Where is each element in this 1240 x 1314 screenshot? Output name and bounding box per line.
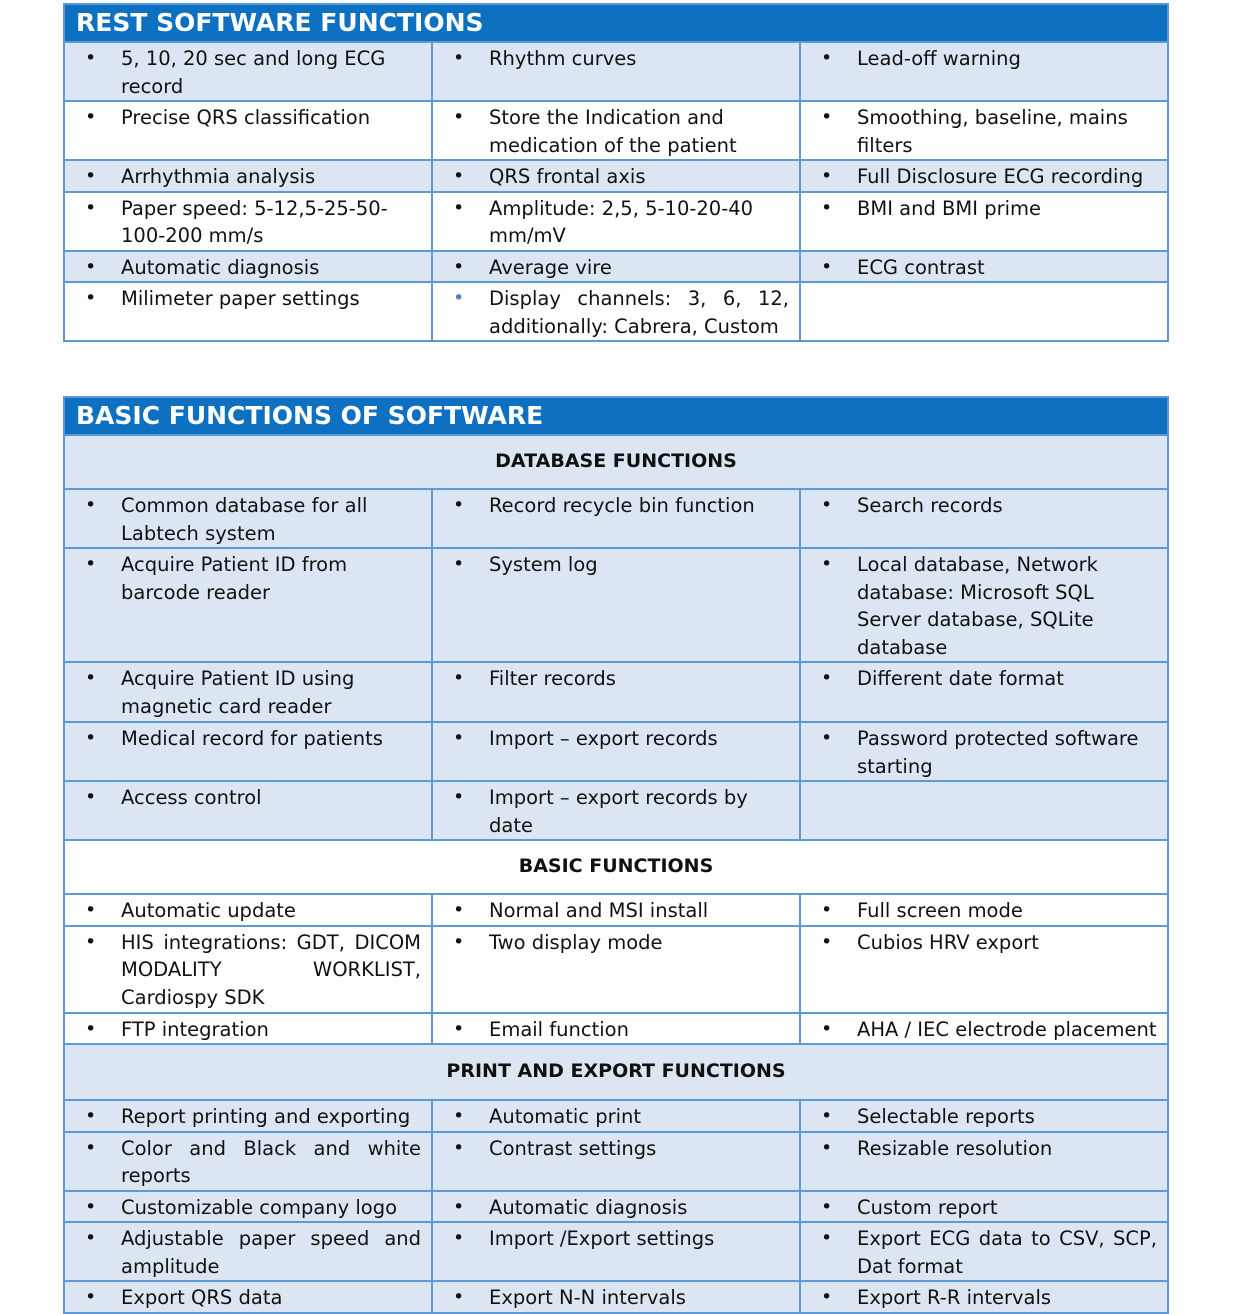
list-item: FTP integration (121, 1017, 269, 1041)
list-item: Two display mode (489, 930, 663, 954)
list-item: Automatic print (489, 1105, 642, 1128)
table-row (64, 1013, 1168, 1045)
bullet-icon: • (85, 106, 97, 128)
list-item: HIS integrations: GDT, DICOM MODALITY WORKLIST, Cardiospy SDK (121, 930, 421, 1009)
bullet-icon: • (453, 899, 465, 921)
rest-functions-table (63, 3, 1169, 342)
empty-cell (800, 282, 1168, 341)
bullet-icon: • (85, 1195, 97, 1218)
list-item: AHA / IEC electrode placement (857, 1017, 1157, 1041)
bullet-icon: • (821, 255, 833, 278)
list-item: Export QRS data (121, 1286, 283, 1309)
list-item: Arrhythmia analysis (121, 165, 316, 188)
list-item: Adjustable paper speed and amplitude (121, 1227, 421, 1278)
table-row (64, 1222, 1168, 1281)
list-item: Automatic diagnosis (121, 255, 320, 279)
list-item: Rhythm curves (489, 47, 637, 70)
table-row (64, 926, 1168, 1013)
bullet-icon: • (85, 1017, 97, 1040)
basic-functions-heading: BASIC FUNCTIONS (64, 840, 1168, 894)
bullet-icon: • (453, 255, 465, 278)
bullet-icon: • (821, 553, 833, 575)
table-row (64, 489, 1168, 548)
list-item: Export R-R intervals (857, 1286, 1052, 1309)
list-item: Different date format (857, 667, 1064, 690)
database-functions-heading: DATABASE FUNCTIONS (64, 435, 1168, 489)
list-item: Export N-N intervals (489, 1286, 686, 1309)
bullet-icon: • (453, 1105, 465, 1127)
bullet-icon: • (821, 196, 833, 219)
list-item: Local database, Network database: Microsoft SQL Server database, SQLite database (857, 553, 1098, 659)
print-export-functions-heading: PRINT AND EXPORT FUNCTIONS (64, 1044, 1168, 1100)
list-item: Common database for all Labtech system (121, 494, 368, 545)
bullet-icon: • (453, 786, 465, 808)
list-item: Automatic diagnosis (489, 1195, 688, 1219)
bullet-icon: • (85, 1286, 97, 1308)
list-item: Store the Indication and medication of the patient (489, 106, 737, 157)
table-row (64, 781, 1168, 840)
bullet-icon: • (453, 1286, 465, 1308)
bullet-icon: • (453, 106, 465, 128)
bullet-icon: • (453, 553, 465, 575)
table-row (64, 1191, 1168, 1223)
list-item: Medical record for patients (121, 727, 383, 750)
list-item: Display channels: 3, 6, 12, additionally: Cabrera, Custom (489, 287, 789, 338)
bullet-icon: • (85, 1227, 97, 1249)
list-item: Import /Export settings (489, 1227, 715, 1250)
list-item: 5, 10, 20 sec and long ECG record (121, 47, 386, 98)
list-item: System log (489, 553, 598, 576)
list-item: ECG contrast (857, 255, 985, 279)
list-item: Milimeter paper settings (121, 287, 360, 310)
list-item: Filter records (489, 667, 616, 690)
rest-functions-title: REST SOFTWARE FUNCTIONS (64, 4, 1168, 42)
bullet-icon: • (453, 287, 465, 309)
bullet-icon: • (85, 1105, 97, 1127)
list-item: Import – export records (489, 727, 718, 750)
table-row (64, 251, 1168, 283)
bullet-icon: • (85, 165, 97, 187)
list-item: Contrast settings (489, 1136, 657, 1160)
table-row (64, 160, 1168, 192)
bullet-icon: • (85, 553, 97, 575)
bullet-icon: • (453, 1227, 465, 1249)
bullet-icon: • (821, 1136, 833, 1159)
bullet-icon: • (453, 1136, 465, 1159)
list-item: Color and Black and white reports (121, 1136, 421, 1187)
bullet-icon: • (85, 47, 97, 69)
bullet-icon: • (85, 494, 97, 516)
list-item: Search records (857, 494, 1003, 517)
list-item: Export ECG data to CSV, SCP, Dat format (857, 1227, 1158, 1278)
bullet-icon: • (453, 727, 465, 749)
list-item: Custom report (857, 1195, 998, 1219)
list-item: Precise QRS classification (121, 106, 371, 129)
list-item: Access control (121, 786, 262, 809)
list-item: Password protected software starting (857, 727, 1139, 778)
bullet-icon: • (821, 494, 833, 516)
bullet-icon: • (85, 287, 97, 309)
table-row (64, 282, 1168, 341)
list-item: Acquire Patient ID using magnetic card reader (121, 667, 355, 718)
table-row (64, 1132, 1168, 1191)
list-item: Report printing and exporting (121, 1105, 411, 1128)
list-item: Record recycle bin function (489, 494, 755, 517)
bullet-icon: • (453, 47, 465, 69)
bullet-icon: • (453, 930, 465, 953)
bullet-icon: • (85, 930, 97, 953)
bullet-icon: • (85, 899, 97, 921)
list-item: Amplitude: 2,5, 5-10-20-40 mm/mV (489, 196, 754, 247)
bullet-icon: • (821, 667, 833, 689)
bullet-icon: • (821, 106, 833, 128)
list-item: Paper speed: 5-12,5-25-50-100-200 mm/s (121, 196, 388, 247)
table-row (64, 662, 1168, 722)
list-item: Customizable company logo (121, 1195, 398, 1219)
list-item: BMI and BMI prime (857, 196, 1041, 220)
bullet-icon: • (821, 1105, 833, 1127)
bullet-icon: • (453, 165, 465, 187)
table-row (64, 101, 1168, 160)
list-item: Cubios HRV export (857, 930, 1039, 954)
list-item: Resizable resolution (857, 1136, 1053, 1160)
bullet-icon: • (453, 494, 465, 516)
list-item: Selectable reports (857, 1105, 1035, 1128)
list-item: Normal and MSI install (489, 899, 709, 922)
bullet-icon: • (453, 196, 465, 219)
bullet-icon: • (821, 1017, 833, 1040)
list-item: Automatic update (121, 899, 296, 922)
table-row (64, 42, 1168, 101)
bullet-icon: • (85, 786, 97, 808)
list-item: QRS frontal axis (489, 165, 646, 188)
bullet-icon: • (821, 1286, 833, 1308)
basic-functions-title: BASIC FUNCTIONS OF SOFTWARE (64, 397, 1168, 435)
list-item: Import – export records by date (489, 786, 748, 837)
bullet-icon: • (821, 727, 833, 749)
bullet-icon: • (85, 727, 97, 749)
bullet-icon: • (821, 1195, 833, 1218)
bullet-icon: • (85, 196, 97, 219)
bullet-icon: • (85, 667, 97, 689)
list-item: Acquire Patient ID from barcode reader (121, 553, 348, 604)
list-item: Email function (489, 1017, 629, 1041)
list-item: Average vire (489, 255, 612, 279)
bullet-icon: • (453, 1017, 465, 1040)
bullet-icon: • (453, 1195, 465, 1218)
bullet-icon: • (453, 667, 465, 689)
bullet-icon: • (85, 1136, 97, 1159)
table-row (64, 1281, 1168, 1313)
bullet-icon: • (821, 165, 833, 187)
list-item: Smoothing, baseline, mains filters (857, 106, 1128, 157)
bullet-icon: • (821, 47, 833, 69)
bullet-icon: • (821, 930, 833, 953)
list-item: Full Disclosure ECG recording (857, 165, 1144, 188)
bullet-icon: • (821, 1227, 833, 1249)
table-row (64, 894, 1168, 926)
table-row (64, 1100, 1168, 1132)
bullet-icon: • (821, 899, 833, 921)
table-row (64, 548, 1168, 662)
table-row (64, 722, 1168, 781)
list-item: Lead-off warning (857, 47, 1021, 70)
table-row (64, 192, 1168, 251)
list-item: Full screen mode (857, 899, 1023, 922)
empty-cell (800, 781, 1168, 840)
bullet-icon: • (85, 255, 97, 278)
basic-functions-table (63, 396, 1169, 1314)
